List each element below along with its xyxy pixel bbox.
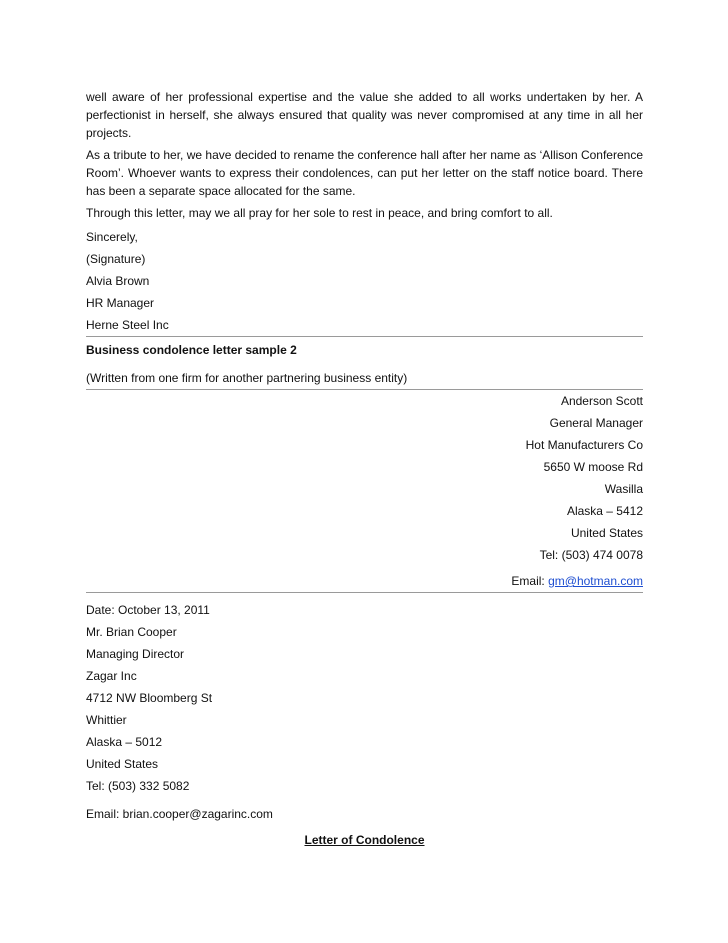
sender-name: Anderson Scott [560, 394, 643, 408]
sender-city: Wasilla [604, 482, 643, 496]
sender-tel: Tel: (503) 474 0078 [539, 548, 643, 562]
recipient-title: Managing Director [86, 647, 185, 661]
letter-title: Letter of Condolence [304, 833, 425, 847]
paragraph-professional-expertise: well aware of her professional expertise and the value she added to all works undertaken by her. A perfectionist in herself, she always ensured that quality was never compromised at any time in all her projects. [86, 90, 643, 140]
recipient-state-zip: Alaska – 5012 [86, 735, 163, 749]
signature-placeholder: (Signature) [86, 252, 146, 266]
recipient-company: Zagar Inc [86, 669, 137, 683]
paragraph-tribute: As a tribute to her, we have decided to rename the conference hall after her name as ‘Allison Conference Room’. Whoever wants to express their condolences, can put her letter on the staff notice board. There has been a separate space allocated for the same. [86, 148, 643, 198]
paragraph-prayer: Through this letter, may we all pray for her sole to rest in peace, and bring comfort to all. [86, 206, 553, 220]
recipient-country: United States [86, 757, 159, 771]
signer-name: Alvia Brown [86, 274, 150, 288]
sender-email-label: Email: [511, 574, 549, 588]
sender-state-zip: Alaska – 5412 [566, 504, 643, 518]
recipient-city: Whittier [86, 713, 127, 727]
sender-company: Hot Manufacturers Co [525, 438, 643, 452]
sender-title: General Manager [549, 416, 643, 430]
letter-date: Date: October 13, 2011 [86, 603, 210, 617]
sign-off: Sincerely, [86, 230, 138, 244]
recipient-address-block [86, 599, 643, 825]
recipient-email: Email: brian.cooper@zagarinc.com [86, 807, 273, 821]
sender-country: United States [570, 526, 643, 540]
sender-email-link[interactable]: gm@hotman.com [548, 574, 643, 588]
sender-address-block [86, 390, 643, 593]
signer-title: HR Manager [86, 296, 155, 310]
sample-subtitle: (Written from one firm for another partnering business entity) [86, 367, 643, 390]
sender-email-line [86, 570, 643, 593]
recipient-street: 4712 NW Bloomberg St [86, 691, 213, 705]
sample-heading: Business condolence letter sample 2 [86, 343, 297, 357]
document-page [86, 88, 643, 849]
recipient-tel: Tel: (503) 332 5082 [86, 779, 190, 793]
sender-street: 5650 W moose Rd [543, 460, 643, 474]
recipient-name: Mr. Brian Cooper [86, 625, 177, 639]
signer-company: Herne Steel Inc [86, 314, 643, 337]
